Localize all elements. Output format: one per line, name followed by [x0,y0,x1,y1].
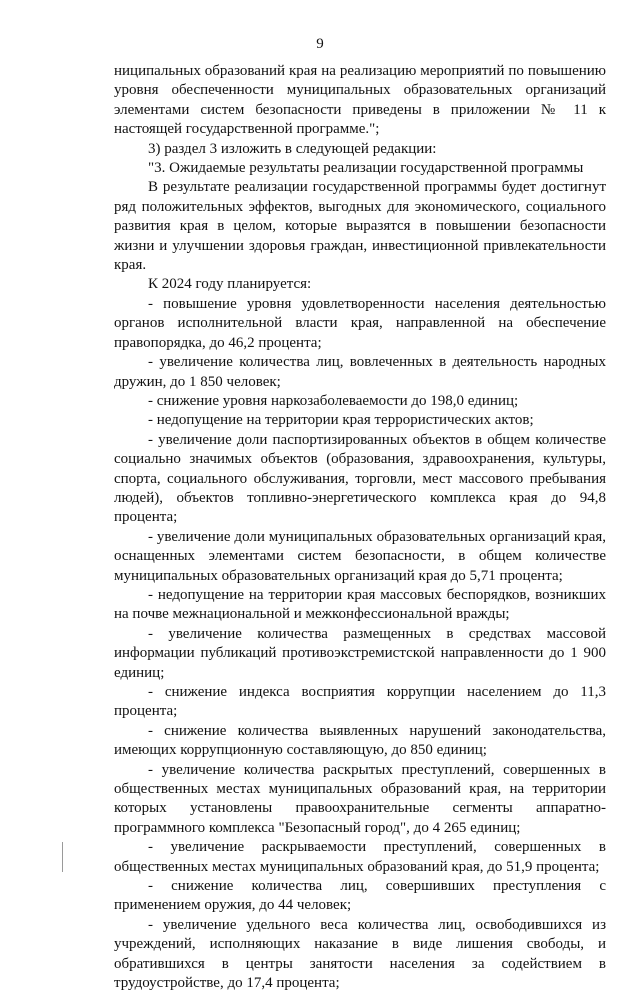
scan-artifact-line [62,842,63,872]
list-item: - снижение индекса восприятия коррупции населением до 11,3 процента; [114,684,606,720]
list-item: - увеличение доли муниципальных образовательных организаций края, оснащенных элементами систем безопасности, в общем количестве муниципальных образовательных организаций края до 5,71 процента; [114,528,606,584]
list-item: - увеличение удельного веса количества лиц, освободившихся из учреждений, исполняющих наказание в виде лишения свободы, и обратившихся в центры занятости населения за содействием в трудоустройстве, до 17,4 процента; [114,916,606,992]
section-heading: "3. Ожидаемые результаты реализации государственной программы [148,160,584,177]
list-item: - повышение уровня удовлетворенности населения деятельностью органов исполнительной власти края, направленной на обеспечение правопорядка, до 46,2 процента; [114,295,606,351]
list-item: - увеличение раскрываемости преступлений, совершенных в общественных местах муниципальных образований края, до 51,9 процента; [114,839,606,875]
paragraph-plans-lead: К 2024 году планируется: [148,276,312,293]
list-item: - снижение количества выявленных нарушений законодательства, имеющих коррупционную составляющую, до 850 единиц; [114,722,606,759]
paragraph-amendment-item: 3) раздел 3 изложить в следующей редакции: [148,140,437,157]
list-item: - увеличение количества лиц, вовлеченных в деятельность народных дружин, до 1 850 человек; [114,354,606,390]
paragraph-continuation: ниципальных образований края на реализацию мероприятий по повышению уровня обеспеченности муниципальных образовательных организаций элементами систем безопасности приведены в приложении № 11 к настоящей государственной программе."; [114,63,606,138]
list-item: - увеличение количества раскрытых преступлений, совершенных в общественных местах муниципальных образований края, на территории которых установлены правоохранительные сегменты аппаратно-программного комплекса "Безопасный город", до 4 265 единиц; [114,761,606,836]
paragraph-intro: В результате реализации государственной программы будет достигнут ряд положительных эффектов, выгодных для экономического, социального развития края в целом, которые выразятся в повышении безопасности жизни и улучшении здоровья граждан, инвестиционной привлекательности края. [114,179,606,274]
page-number: 9 [316,36,324,52]
list-item: - снижение уровня наркозаболеваемости до 198,0 единиц; [148,392,519,409]
list-item: - увеличение количества размещенных в средствах массовой информации публикаций противоэкстремистской направленности до 1 900 единиц; [114,625,606,681]
document-body [114,62,606,994]
list-item: - снижение количества лиц, совершивших преступления с применением оружия, до 44 человек; [114,878,606,914]
list-item: - недопущение на территории края террористических актов; [148,412,534,429]
list-item: - недопущение на территории края массовых беспорядков, возникших на почве межнациональной и межконфессиональной вражды; [114,586,606,623]
list-item: - увеличение доли паспортизированных объектов в общем количестве социально значимых объектов (образования, здравоохранения, культуры, спорта, социального обслуживания, торговли, мест массового пребывания людей), объектов топливно-энергетического комплекса края до 94,8 процента; [114,431,606,526]
